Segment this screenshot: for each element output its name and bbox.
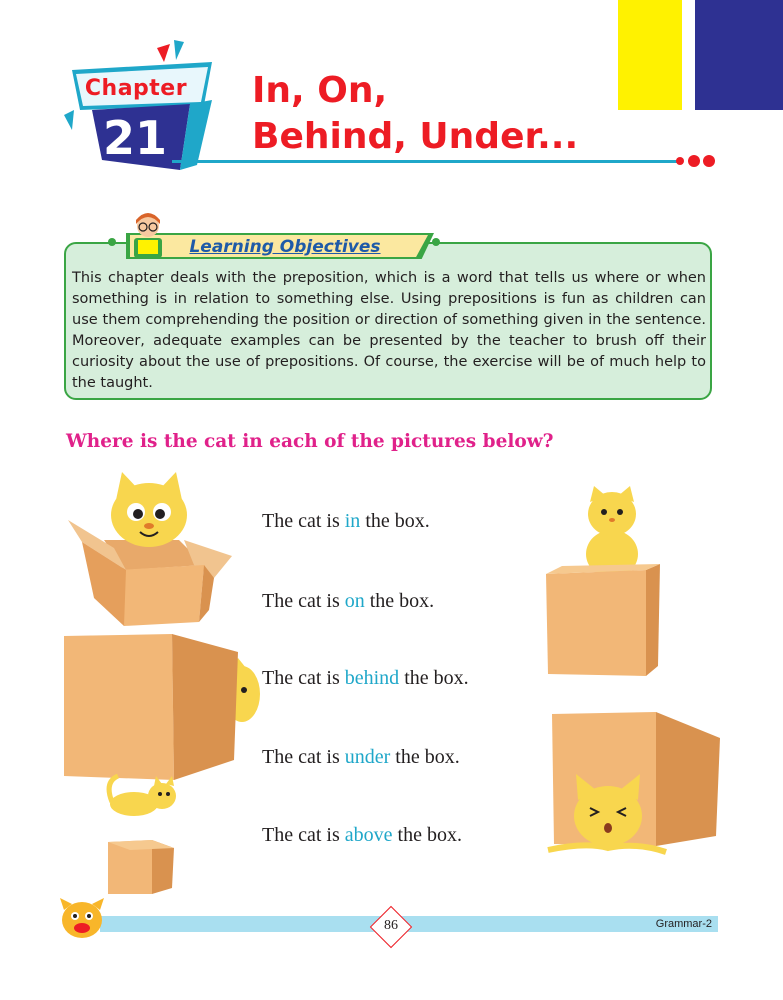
sentence-start: The cat is — [262, 667, 345, 689]
preposition-word: above — [344, 824, 393, 846]
sentence-above — [262, 820, 542, 850]
sentence-start: The cat is — [262, 746, 345, 768]
chapter-title-line1: In, On, — [252, 70, 388, 111]
title-dot — [703, 155, 715, 167]
sentence-behind — [262, 663, 542, 693]
corner-yellow-block — [618, 0, 682, 110]
preposition-word: in — [344, 510, 361, 532]
title-dot — [676, 157, 684, 165]
chapter-title-line2: Behind, Under... — [252, 116, 579, 157]
cat-under-box-illustration — [546, 708, 722, 858]
preposition-word: on — [344, 590, 365, 612]
page-number: 86 — [384, 918, 398, 933]
cat-above-box-illustration — [104, 772, 184, 896]
cat-behind-box-illustration — [62, 632, 262, 782]
exercise-question: Where is the cat in each of the pictures below? — [66, 431, 554, 452]
title-dot — [688, 155, 700, 167]
objectives-heading: Learning Objectives — [189, 237, 381, 257]
sentence-under — [262, 742, 542, 772]
title-underline — [172, 160, 677, 163]
book-label: Grammar-2 — [655, 918, 712, 930]
objectives-dot — [108, 238, 116, 246]
cat-on-box-illustration — [542, 486, 682, 678]
sentence-end: the box. — [364, 590, 435, 612]
mascot-icon — [58, 896, 106, 940]
sentence-in — [262, 506, 542, 536]
sentence-end: the box. — [390, 746, 460, 768]
objectives-text: This chapter deals with the preposition, which is a word that tells us where or when something is in relation to something else. Using prepositions is fun as children can use them comprehending the position or direction of something given in the sentence. Moreover, adequate examples can be presented by the teacher to brush off their curiosity about the use of prepositions. Of course, the exercise will be of much help to the taught. — [72, 270, 706, 391]
sentence-start: The cat is — [262, 824, 345, 846]
objectives-dot — [432, 238, 440, 246]
chapter-number: 21 — [102, 111, 167, 165]
sentence-start: The cat is — [262, 590, 345, 612]
sentence-end: the box. — [392, 824, 462, 846]
preposition-word: under — [344, 746, 391, 768]
preposition-word: behind — [344, 667, 400, 689]
sentence-end: the box. — [360, 510, 430, 532]
chapter-label: Chapter — [84, 76, 188, 101]
sentence-end: the box. — [399, 667, 469, 689]
sentence-on — [262, 586, 542, 616]
sentence-start: The cat is — [262, 510, 345, 532]
cat-face — [111, 472, 187, 547]
cat-in-box-illustration — [64, 470, 239, 626]
corner-navy-block — [695, 0, 783, 110]
